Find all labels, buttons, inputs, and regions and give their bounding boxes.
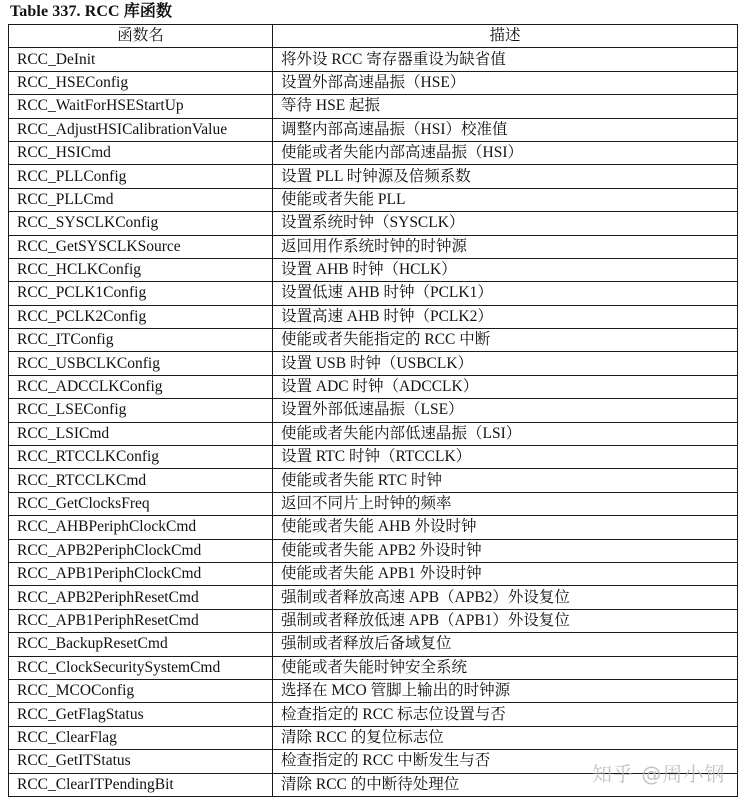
function-name-cell: RCC_RTCCLKCmd (9, 469, 273, 492)
description-cell: 将外设 RCC 寄存器重设为缺省值 (273, 48, 738, 71)
function-name-cell: RCC_PLLCmd (9, 188, 273, 211)
description-cell: 强制或者释放后备域复位 (273, 633, 738, 656)
table-row (9, 235, 738, 258)
function-name-cell: RCC_APB1PeriphClockCmd (9, 562, 273, 585)
table-body (9, 48, 738, 797)
description-cell: 设置高速 AHB 时钟（PCLK2） (273, 305, 738, 328)
description-cell: 选择在 MCO 管脚上输出的时钟源 (273, 679, 738, 702)
function-name-cell: RCC_GetSYSCLKSource (9, 235, 273, 258)
description-cell: 使能或者失能内部低速晶振（LSI） (273, 422, 738, 445)
function-name-cell: RCC_HSICmd (9, 141, 273, 164)
function-name-cell: RCC_GetClocksFreq (9, 492, 273, 515)
table-row (9, 446, 738, 469)
description-cell: 强制或者释放低速 APB（APB1）外设复位 (273, 609, 738, 632)
description-cell: 使能或者失能 AHB 外设时钟 (273, 516, 738, 539)
function-name-cell: RCC_LSEConfig (9, 399, 273, 422)
table-row (9, 726, 738, 749)
description-cell: 强制或者释放高速 APB（APB2）外设复位 (273, 586, 738, 609)
function-name-cell: RCC_PCLK1Config (9, 282, 273, 305)
function-name-cell: RCC_ClockSecuritySystemCmd (9, 656, 273, 679)
description-cell: 设置外部高速晶振（HSE） (273, 71, 738, 94)
table-row (9, 95, 738, 118)
table-row (9, 282, 738, 305)
function-name-cell: RCC_ITConfig (9, 329, 273, 352)
description-cell: 检查指定的 RCC 标志位设置与否 (273, 703, 738, 726)
description-cell: 等待 HSE 起振 (273, 95, 738, 118)
table-row (9, 422, 738, 445)
table-row (9, 399, 738, 422)
function-name-cell: RCC_SYSCLKConfig (9, 212, 273, 235)
table-row (9, 165, 738, 188)
function-name-cell: RCC_APB2PeriphClockCmd (9, 539, 273, 562)
description-cell: 检查指定的 RCC 中断发生与否 (273, 750, 738, 773)
rcc-function-table (8, 24, 738, 797)
function-name-cell: RCC_HCLKConfig (9, 258, 273, 281)
function-name-cell: RCC_GetITStatus (9, 750, 273, 773)
table-row (9, 586, 738, 609)
description-cell: 使能或者失能指定的 RCC 中断 (273, 329, 738, 352)
table-row (9, 633, 738, 656)
table-row (9, 188, 738, 211)
description-cell: 使能或者失能内部高速晶振（HSI） (273, 141, 738, 164)
function-name-cell: RCC_BackupResetCmd (9, 633, 273, 656)
table-row (9, 258, 738, 281)
function-name-cell: RCC_APB1PeriphResetCmd (9, 609, 273, 632)
table-row (9, 773, 738, 796)
table-row (9, 48, 738, 71)
description-cell: 使能或者失能 PLL (273, 188, 738, 211)
description-cell: 设置系统时钟（SYSCLK） (273, 212, 738, 235)
description-cell: 设置外部低速晶振（LSE） (273, 399, 738, 422)
function-name-cell: RCC_HSEConfig (9, 71, 273, 94)
description-cell: 设置 PLL 时钟源及倍频系数 (273, 165, 738, 188)
description-cell: 设置 RTC 时钟（RTCCLK） (273, 446, 738, 469)
watermark: 知乎 @周小钢 (592, 762, 726, 786)
table-row (9, 329, 738, 352)
table-row (9, 562, 738, 585)
function-name-cell: RCC_ADCCLKConfig (9, 375, 273, 398)
table-row (9, 469, 738, 492)
table-row (9, 305, 738, 328)
function-name-cell: RCC_APB2PeriphResetCmd (9, 586, 273, 609)
table-row (9, 352, 738, 375)
table-row (9, 750, 738, 773)
function-name-cell: RCC_RTCCLKConfig (9, 446, 273, 469)
function-name-cell: RCC_WaitForHSEStartUp (9, 95, 273, 118)
description-cell: 使能或者失能 APB2 外设时钟 (273, 539, 738, 562)
function-name-cell: RCC_GetFlagStatus (9, 703, 273, 726)
description-cell: 返回用作系统时钟的时钟源 (273, 235, 738, 258)
table-row (9, 516, 738, 539)
header-description: 描述 (273, 25, 738, 48)
function-name-cell: RCC_MCOConfig (9, 679, 273, 702)
description-cell: 调整内部高速晶振（HSI）校准值 (273, 118, 738, 141)
description-cell: 设置 AHB 时钟（HCLK） (273, 258, 738, 281)
description-cell: 清除 RCC 的复位标志位 (273, 726, 738, 749)
function-name-cell: RCC_PCLK2Config (9, 305, 273, 328)
table-row (9, 539, 738, 562)
description-cell: 设置 ADC 时钟（ADCCLK） (273, 375, 738, 398)
function-name-cell: RCC_PLLConfig (9, 165, 273, 188)
table-row (9, 609, 738, 632)
description-cell: 清除 RCC 的中断待处理位 (273, 773, 738, 796)
function-name-cell: RCC_LSICmd (9, 422, 273, 445)
table-row (9, 212, 738, 235)
table-row (9, 703, 738, 726)
table-row (9, 492, 738, 515)
table-row (9, 118, 738, 141)
function-name-cell: RCC_AHBPeriphClockCmd (9, 516, 273, 539)
function-name-cell: RCC_DeInit (9, 48, 273, 71)
header-function-name: 函数名 (9, 25, 273, 48)
table-row (9, 375, 738, 398)
function-name-cell: RCC_ClearITPendingBit (9, 773, 273, 796)
description-cell: 设置 USB 时钟（USBCLK） (273, 352, 738, 375)
table-caption: Table 337. RCC 库函数 (10, 3, 173, 20)
description-cell: 返回不同片上时钟的频率 (273, 492, 738, 515)
description-cell: 使能或者失能 RTC 时钟 (273, 469, 738, 492)
table-header-row (9, 25, 738, 48)
description-cell: 使能或者失能 APB1 外设时钟 (273, 562, 738, 585)
function-name-cell: RCC_USBCLKConfig (9, 352, 273, 375)
description-cell: 设置低速 AHB 时钟（PCLK1） (273, 282, 738, 305)
table-row (9, 141, 738, 164)
function-name-cell: RCC_AdjustHSICalibrationValue (9, 118, 273, 141)
table-row (9, 71, 738, 94)
function-name-cell: RCC_ClearFlag (9, 726, 273, 749)
description-cell: 使能或者失能时钟安全系统 (273, 656, 738, 679)
table-row (9, 656, 738, 679)
table-row (9, 679, 738, 702)
